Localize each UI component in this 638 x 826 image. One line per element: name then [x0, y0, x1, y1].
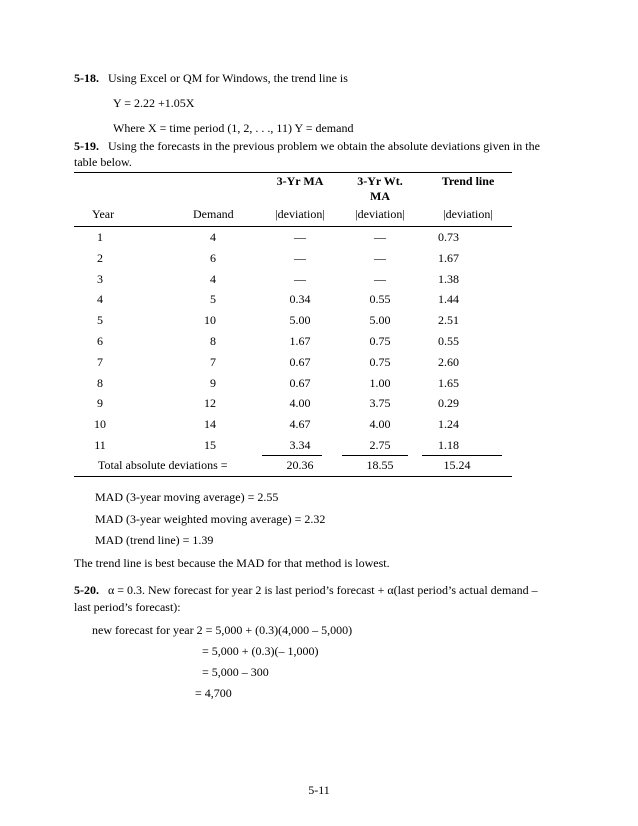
cell-trend-deviation: 1.67	[438, 251, 459, 265]
table-bottom-rule	[74, 476, 512, 477]
header-rule	[74, 226, 512, 227]
col-header-year: Year	[92, 207, 115, 221]
cell-ma-deviation: —	[294, 272, 306, 286]
sum-rule-wt	[342, 455, 408, 456]
cell-demand: 8	[210, 334, 216, 348]
cell-trend-deviation: 2.51	[438, 313, 459, 327]
cell-wt-deviation: 0.75	[369, 334, 391, 348]
problem-text-line1: α = 0.3. New forecast for year 2 is last period’s forecast + α(last period’s actual demand –	[108, 583, 538, 597]
cell-demand: 4	[210, 230, 216, 244]
cell-trend-deviation: 0.55	[438, 334, 459, 348]
cell-year: 7	[97, 355, 103, 369]
cell-year: 9	[97, 396, 103, 410]
problem-number: 5-18.	[74, 71, 99, 85]
cell-demand: 10	[204, 313, 216, 327]
conclusion: The trend line is best because the MAD for that method is lowest.	[74, 556, 390, 570]
cell-trend-deviation: 1.24	[438, 417, 459, 431]
cell-ma-deviation: 0.67	[289, 376, 311, 390]
header-3yr-wt-ma: MA	[370, 189, 390, 203]
cell-trend-deviation: 0.29	[438, 396, 459, 410]
cell-ma-deviation: 4.67	[289, 417, 311, 431]
problem-number: 5-19.	[74, 139, 99, 153]
cell-wt-deviation: 3.75	[369, 396, 391, 410]
cell-year: 4	[97, 292, 103, 306]
calc-step-2: = 5,000 + (0.3)(– 1,000)	[202, 644, 319, 658]
mad-line-3: MAD (trend line) = 1.39	[95, 533, 214, 547]
cell-trend-deviation: 0.73	[438, 230, 459, 244]
cell-wt-deviation: 0.55	[369, 292, 391, 306]
total-trend: 15.24	[443, 458, 471, 472]
cell-ma-deviation: 3.34	[289, 438, 311, 452]
cell-wt-deviation: 1.00	[369, 376, 391, 390]
col-header-wt-deviation: |deviation|	[355, 207, 405, 221]
total-ma: 20.36	[286, 458, 314, 472]
cell-demand: 4	[210, 272, 216, 286]
table-top-rule	[74, 172, 512, 173]
cell-year: 11	[94, 438, 106, 452]
sum-rule-ma	[262, 455, 322, 456]
cell-wt-deviation: 5.00	[369, 313, 391, 327]
cell-demand: 15	[204, 438, 216, 452]
cell-year: 5	[97, 313, 103, 327]
cell-demand: 9	[210, 376, 216, 390]
cell-trend-deviation: 1.38	[438, 272, 459, 286]
cell-wt-deviation: 2.75	[369, 438, 391, 452]
cell-demand: 12	[204, 396, 216, 410]
cell-year: 1	[97, 230, 103, 244]
cell-ma-deviation: —	[294, 230, 306, 244]
calc-step-3: = 5,000 – 300	[202, 665, 269, 679]
cell-ma-deviation: 0.67	[289, 355, 311, 369]
cell-trend-deviation: 2.60	[438, 355, 459, 369]
cell-trend-deviation: 1.44	[438, 292, 459, 306]
mad-line-2: MAD (3-year weighted moving average) = 2.32	[95, 512, 326, 526]
cell-ma-deviation: 0.34	[289, 292, 311, 306]
problem-5-18	[74, 71, 348, 86]
problem-text-line2: table below.	[74, 155, 132, 169]
page-number: 5-11	[308, 783, 330, 797]
cell-ma-deviation: 1.67	[289, 334, 311, 348]
header-3yr-ma: 3-Yr MA	[276, 174, 324, 188]
problem-text-line1: Using the forecasts in the previous problem we obtain the absolute deviations given in the	[108, 139, 540, 153]
cell-wt-deviation: —	[374, 230, 386, 244]
total-wt: 18.55	[366, 458, 394, 472]
cell-demand: 5	[210, 292, 216, 306]
calc-step-1: new forecast for year 2 = 5,000 + (0.3)(4,000 – 5,000)	[92, 623, 353, 637]
cell-demand: 6	[210, 251, 216, 265]
where-line: Where X = time period (1, 2, . . ., 11) Y = demand	[113, 121, 354, 135]
calc-step-4: = 4,700	[195, 686, 232, 700]
cell-wt-deviation: —	[374, 272, 386, 286]
mad-line-1: MAD (3-year moving average) = 2.55	[95, 490, 279, 504]
cell-ma-deviation: —	[294, 251, 306, 265]
col-header-ma-deviation: |deviation|	[275, 207, 325, 221]
cell-demand: 14	[204, 417, 216, 431]
cell-wt-deviation: 0.75	[369, 355, 391, 369]
problem-5-20	[74, 583, 538, 598]
header-3yr-wt: 3-Yr Wt.	[357, 174, 403, 188]
cell-demand: 7	[210, 355, 216, 369]
cell-wt-deviation: 4.00	[369, 417, 391, 431]
cell-year: 6	[97, 334, 103, 348]
cell-year: 3	[97, 272, 103, 286]
cell-ma-deviation: 4.00	[289, 396, 311, 410]
col-header-trend-deviation: |deviation|	[443, 207, 493, 221]
cell-year: 10	[94, 417, 106, 431]
cell-year: 2	[97, 251, 103, 265]
trend-equation: Y = 2.22 +1.05X	[113, 96, 195, 110]
problem-text: Using Excel or QM for Windows, the trend line is	[108, 71, 348, 85]
cell-trend-deviation: 1.18	[438, 438, 459, 452]
cell-wt-deviation: —	[374, 251, 386, 265]
col-header-demand: Demand	[193, 207, 234, 221]
cell-year: 8	[97, 376, 103, 390]
problem-5-19	[74, 139, 540, 154]
problem-number: 5-20.	[74, 583, 99, 597]
cell-ma-deviation: 5.00	[289, 313, 311, 327]
header-trend-line: Trend line	[441, 174, 495, 188]
problem-text-line2: last period’s forecast):	[74, 600, 181, 614]
cell-trend-deviation: 1.65	[438, 376, 459, 390]
sum-rule-trend	[422, 455, 502, 456]
total-label: Total absolute deviations =	[98, 458, 228, 472]
